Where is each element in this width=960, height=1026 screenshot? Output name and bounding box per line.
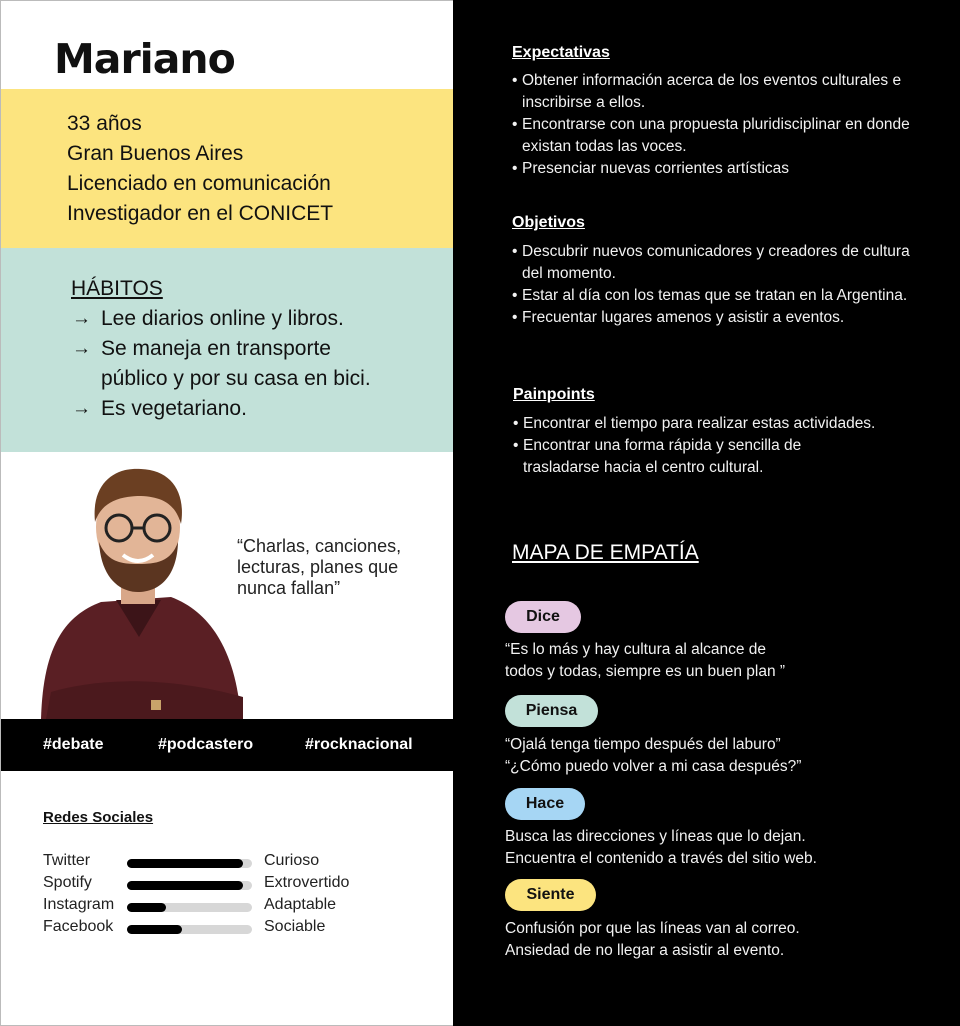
network-label: Instagram	[43, 896, 115, 913]
age: 33 años	[67, 112, 142, 135]
social-title: Redes Sociales	[43, 809, 154, 826]
social-row	[43, 874, 443, 896]
social-row	[43, 852, 443, 874]
hace-pill: Hace	[505, 788, 585, 820]
hashtag: #podcastero	[158, 736, 254, 753]
hace-text: Busca las direcciones y líneas que lo dejan. Encuentra el contenido a través del sitio web.	[505, 828, 817, 867]
hashtags-bar	[1, 719, 454, 771]
persona-name: Mariano	[54, 35, 235, 83]
persona-quote: “Charlas, canciones, lecturas, planes que nunca fallan”	[237, 536, 402, 598]
dice-text: “Es lo más y hay cultura al alcance de todos y todas, siempre es un buen plan ”	[505, 641, 786, 680]
list-item: • Encontrar el tiempo para realizar estas actividades.	[513, 415, 876, 432]
profile-details	[1, 89, 454, 248]
objetivos-list	[512, 241, 912, 329]
hashtag: #debate	[43, 736, 104, 753]
network-label: Twitter	[43, 852, 91, 869]
expectativas-title: Expectativas	[512, 44, 610, 61]
habits-title: HÁBITOS	[71, 277, 163, 300]
hashtag: #rocknacional	[305, 736, 413, 753]
siente-text: Confusión por que las líneas van al correo. Ansiedad de no llegar a asistir al evento.	[505, 920, 800, 959]
list-item: • Encontrar una forma rápida y sencilla de trasladarse hacia el centro cultural.	[513, 437, 802, 476]
details-panel	[453, 0, 960, 1026]
piensa-pill: Piensa	[505, 695, 598, 727]
arrow-right-icon: →	[72, 338, 91, 359]
habit-item: → Es vegetariano.	[72, 394, 454, 424]
arrow-right-icon: →	[72, 308, 91, 329]
persona-panel	[0, 0, 453, 1026]
list-item: • Frecuentar lugares amenos y asistir a eventos.	[512, 309, 845, 326]
occupation: Investigador en el CONICET	[67, 202, 334, 225]
trait-label: Adaptable	[264, 896, 337, 913]
dice-pill: Dice	[505, 601, 581, 633]
list-item: • Obtener información acerca de los eventos culturales e inscribirse a ellos.	[512, 72, 902, 111]
trait-label: Curioso	[264, 852, 320, 869]
painpoints-list	[513, 413, 933, 479]
empathy-map-title: MAPA DE EMPATÍA	[512, 541, 699, 564]
persona-photo-area	[1, 452, 454, 719]
habit-item: → Se maneja en transporte público y por su casa en bici.	[72, 334, 454, 394]
location: Gran Buenos Aires	[67, 142, 244, 165]
social-row	[43, 896, 443, 918]
usage-bar	[127, 925, 252, 934]
habit-item: → Lee diarios online y libros.	[72, 304, 454, 334]
usage-bar	[127, 903, 252, 912]
network-label: Facebook	[43, 918, 114, 935]
trait-label: Extrovertido	[264, 874, 350, 891]
arrow-right-icon: →	[72, 398, 91, 419]
list-item: • Descubrir nuevos comunicadores y creadores de cultura del momento.	[512, 243, 910, 282]
usage-bar	[127, 881, 252, 890]
list-item: • Presenciar nuevas corrientes artísticas	[512, 160, 790, 177]
objetivos-title: Objetivos	[512, 214, 585, 231]
painpoints-title: Painpoints	[513, 386, 595, 403]
degree: Licenciado en comunicación	[67, 172, 331, 195]
habits-section	[1, 248, 454, 452]
piensa-text: “Ojalá tenga tiempo después del laburo” “¿Cómo puedo volver a mi casa después?”	[505, 736, 802, 775]
expectativas-list	[512, 70, 912, 180]
trait-label: Sociable	[264, 918, 326, 935]
usage-bar	[127, 859, 252, 868]
list-item: • Estar al día con los temas que se tratan en la Argentina.	[512, 287, 908, 304]
siente-pill: Siente	[505, 879, 596, 911]
social-row	[43, 918, 443, 940]
network-label: Spotify	[43, 874, 92, 891]
list-item: • Encontrarse con una propuesta pluridisciplinar en donde existan todas las voces.	[512, 116, 910, 155]
